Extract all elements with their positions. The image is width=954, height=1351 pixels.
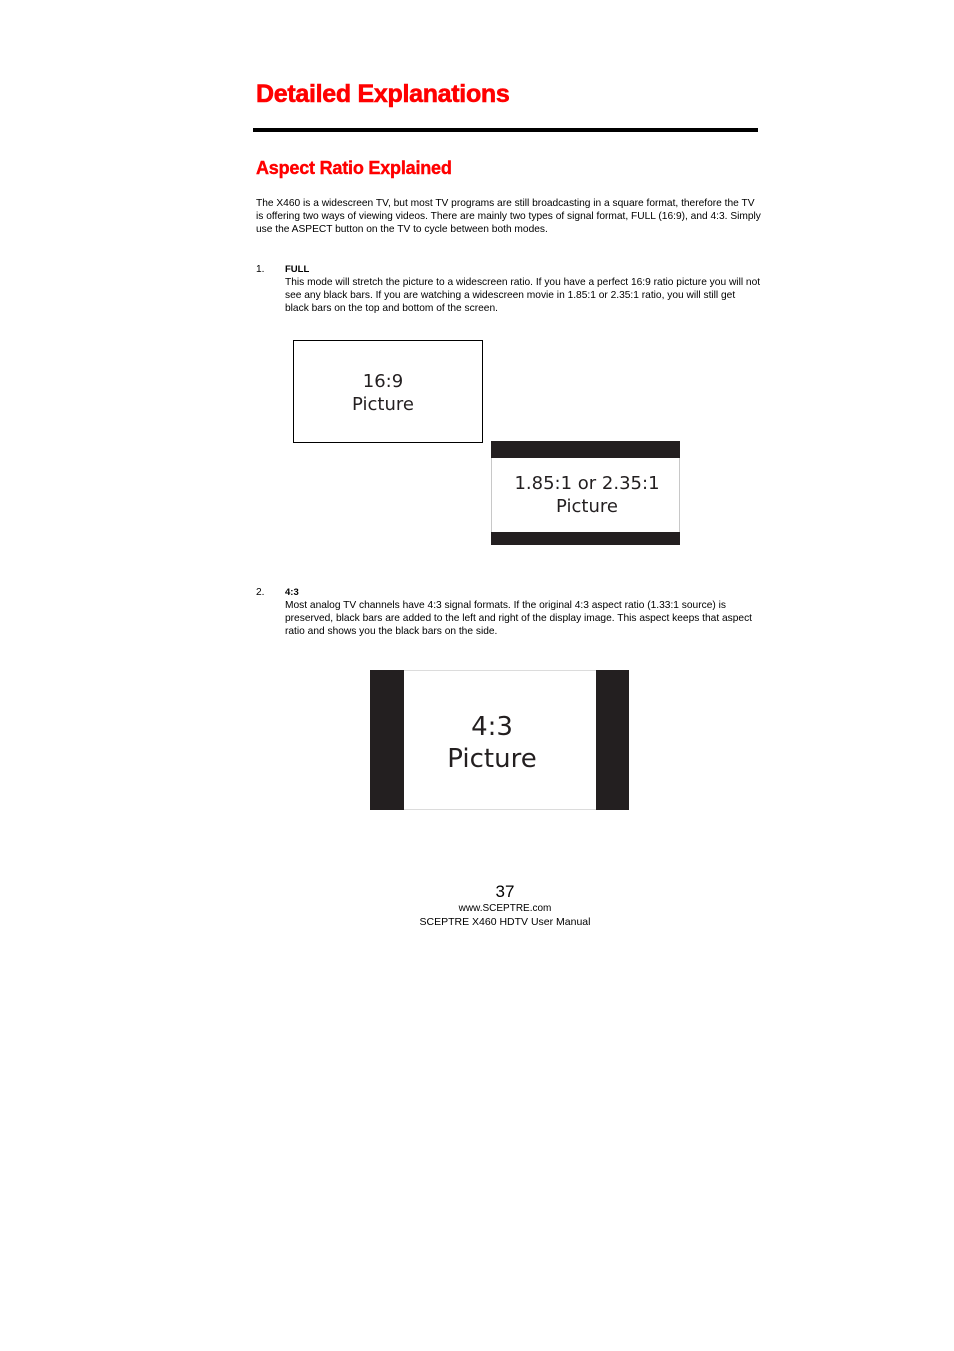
letterbox-diagram bbox=[491, 441, 680, 545]
list-number-full: 1. bbox=[256, 264, 265, 275]
intro-paragraph: The X460 is a widescreen TV, but most TV programs are still broadcasting in a square format, therefore the TV is offering two ways of viewing videos. There are mainly two types of signal format, FULL (16:9), and 4:3. Simply use the ASPECT button on the TV to cycle between both modes. bbox=[256, 198, 761, 235]
page-number: 37 bbox=[495, 882, 515, 901]
letterbox-top-bar bbox=[491, 441, 680, 458]
footer-manual-title: SCEPTRE X460 HDTV User Manual bbox=[419, 916, 591, 928]
list-text-full: This mode will stretch the picture to a widescreen ratio. If you have a perfect 16:9 ratio picture you will not see any black bars. If you are watching a widescreen movie in 1.85:1 or 2.35:1 ratio, you will still get black bars on the top and bottom of the screen. bbox=[285, 277, 761, 314]
pillarbox-diagram bbox=[370, 670, 629, 810]
letterbox-bottom-bar bbox=[491, 532, 680, 545]
page-title: Detailed Explanations bbox=[256, 80, 510, 108]
pillarbox-diagram-label: 4:3 Picture bbox=[447, 712, 537, 774]
widescreen-diagram bbox=[293, 340, 483, 443]
widescreen-diagram-label: 16:9 Picture bbox=[352, 371, 414, 415]
list-number-43: 2. bbox=[256, 587, 265, 598]
pillarbox-right-bar bbox=[596, 670, 629, 810]
list-item-full bbox=[285, 263, 761, 315]
section-title: Aspect Ratio Explained bbox=[256, 158, 452, 178]
footer-website: www.SCEPTRE.com bbox=[458, 903, 552, 914]
list-text-43: Most analog TV channels have 4:3 signal formats. If the original 4:3 aspect ratio (1.33:1 source) is preserved, black bars are added to the left and right of the display image. This aspect keeps that aspect ratio and shows you the black bars on the side. bbox=[285, 600, 753, 637]
list-item-43 bbox=[285, 586, 761, 638]
title-divider bbox=[253, 128, 758, 132]
letterbox-diagram-label: 1.85:1 or 2.35:1 Picture bbox=[514, 473, 660, 517]
list-label-43: 4:3 bbox=[285, 587, 299, 598]
list-label-full: FULL bbox=[285, 264, 310, 275]
